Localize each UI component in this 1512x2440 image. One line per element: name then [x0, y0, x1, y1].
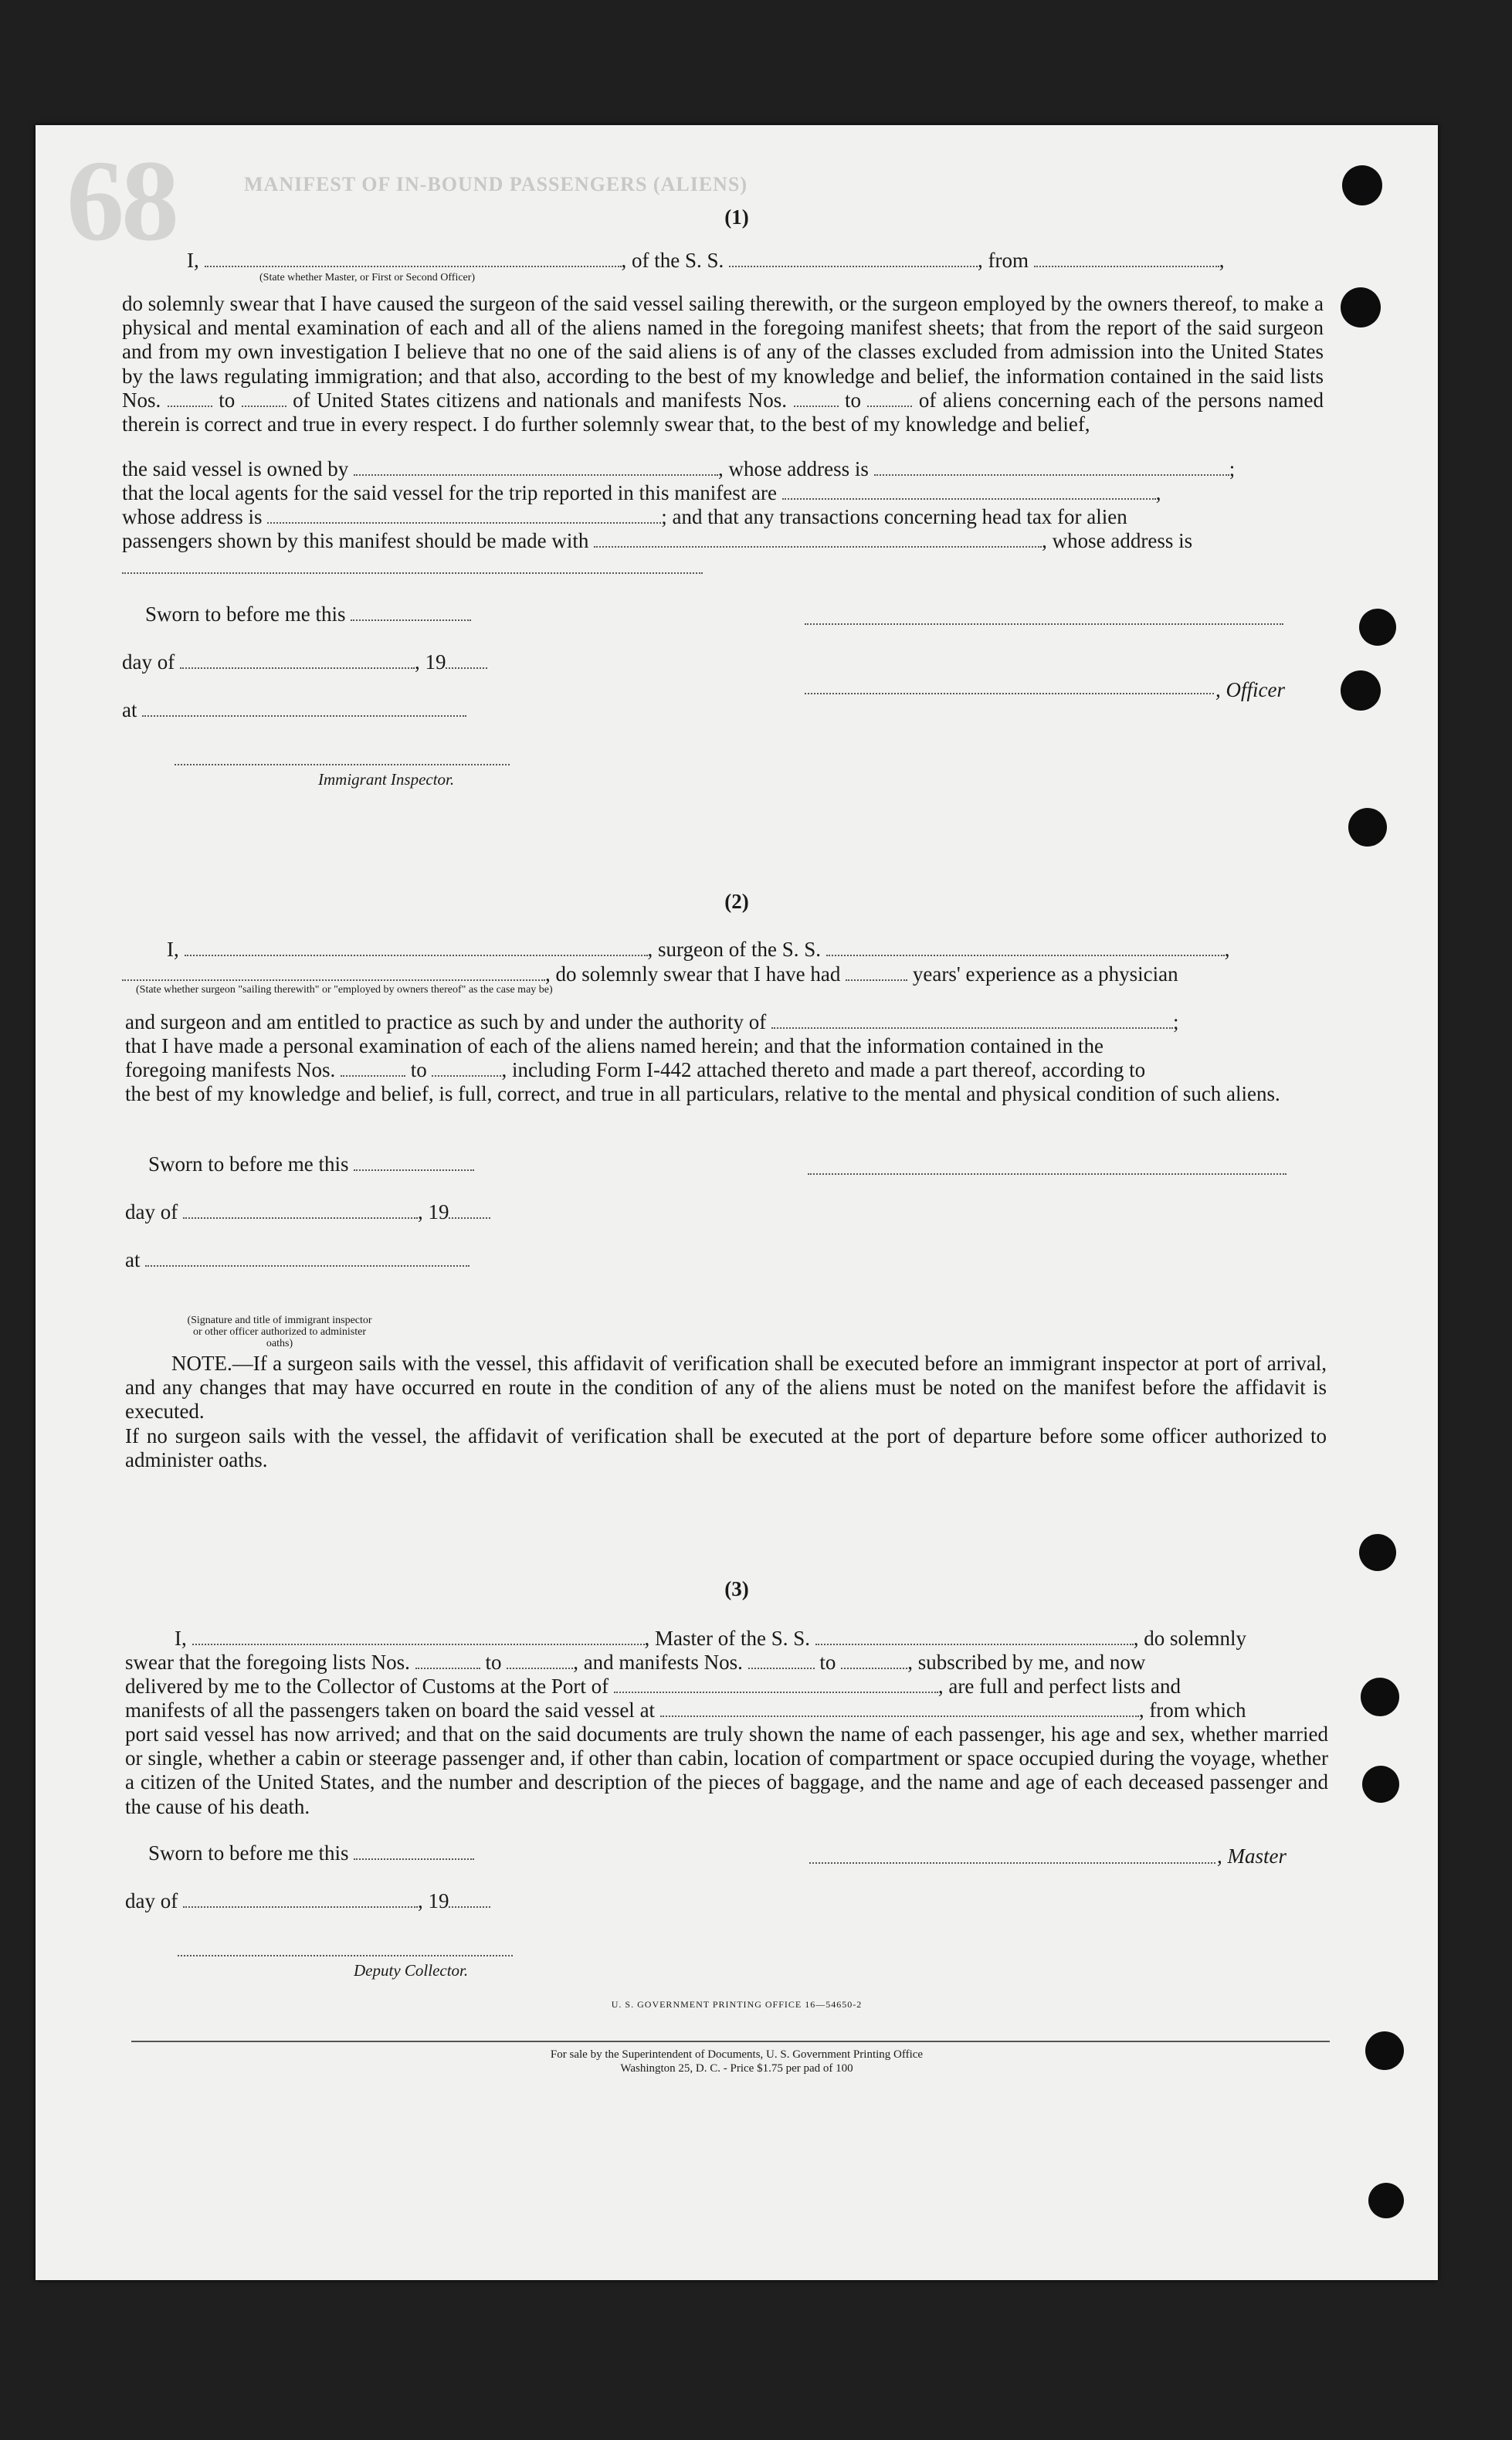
punch-hole-3 [1359, 609, 1396, 646]
s3-vessel-field[interactable] [815, 1643, 1134, 1645]
s2-at: at [125, 1248, 141, 1271]
footer-line-1: For sale by the Superintendent of Documents, U. S. Government Printing Office [550, 2048, 924, 2061]
s1-year-field[interactable] [446, 667, 487, 669]
s1-i: I, [187, 249, 199, 272]
s3-to-2: to [819, 1651, 836, 1674]
s1-signature-line[interactable] [805, 623, 1283, 625]
section-2-number: (2) [724, 890, 749, 913]
punch-hole-2 [1341, 287, 1381, 327]
s2-to: to [410, 1058, 427, 1081]
s1-address-line [122, 505, 1127, 528]
punch-hole-6 [1359, 1534, 1396, 1571]
s2-day-line [125, 1200, 490, 1223]
s3-to: to [485, 1651, 502, 1674]
head-tax-contact-field[interactable] [594, 545, 1042, 548]
s3-declaration-text: port said vessel has now arrived; and that on the said documents are truly shown the name of each passenger, his age and sex, whether married or single, whether a cabin or steerage passenger and, if other than cabin, location of compartment or space occupied during the voyage, whether a citizen of the United States, and the number and description of the pieces of baggage, and the name and age of each deceased passenger and the cause of his death. [125, 1722, 1328, 1818]
surgeon-name-field[interactable] [185, 954, 648, 956]
s2-belief-text: the best of my knowledge and belief, is full, correct, and true in all particulars, relative to the mental and physical condition of such aliens. [125, 1082, 1280, 1105]
s1-oath-body: do solemnly swear that I have caused the surgeon of the said vessel sailing therewith, or the surgeon employed by the owners thereof, to make a physical and mental examination of each and all of the aliens named in the foregoing manifest sheets; that from the report of the said surgeon and from my own investigation I believe that no one of the said aliens is of any of the classes excluded from admission into the United States by the laws regulating immigration; and that also, according to the best of my knowledge and belief, the information contained in the said lists Nos. [122, 292, 1324, 412]
s3-month-field[interactable] [183, 1906, 418, 1908]
s1-agents-text: that the local agents for the said vessel for the trip reported in this manifest are [122, 481, 777, 504]
s1-at-line [122, 698, 466, 721]
s1-from: , from [978, 249, 1029, 272]
s1-year-prefix: , 19 [414, 650, 446, 674]
s1-month-field[interactable] [180, 667, 415, 669]
local-agents-field[interactable] [782, 497, 1156, 500]
s2-year-prefix: , 19 [417, 1200, 449, 1223]
aliens-manifests-to-field[interactable] [867, 405, 912, 407]
s1-rank-caption: (State whether Master, or First or Second Officer) [259, 272, 476, 283]
s2-examination-text [125, 1034, 1325, 1058]
s3-manifests-text: , and manifests Nos. [573, 1651, 743, 1674]
surgeon-status-field[interactable] [122, 979, 545, 981]
s2-manifests-text: foregoing manifests Nos. [125, 1058, 336, 1081]
s1-oath-text [122, 292, 1324, 436]
s2-status-caption: (State whether surgeon "sailing therewith" or "employed by owners thereof" as the case may be) [136, 984, 553, 996]
s1-to: to [219, 388, 236, 412]
s3-collector-text: delivered by me to the Collector of Customs at the Port of [125, 1675, 609, 1698]
note-text: NOTE.—If a surgeon sails with the vessel, this affidavit of verification shall be executed before an immigrant inspector at port of arrival, and any changes that may have occurred en route in the condition of any of the aliens must be noted on the manifest before the affidavit is executed. [125, 1352, 1327, 1424]
s1-at: at [122, 698, 137, 721]
s2-exam-body: that I have made a personal examination of each of the aliens named herein; and that the information contained in the [125, 1034, 1104, 1057]
punch-hole-4 [1341, 670, 1381, 711]
s2-swear-text: , do solemnly swear that I have had [545, 962, 841, 986]
from-port-field[interactable] [1034, 265, 1219, 267]
s3-master-label: , Master [1217, 1844, 1287, 1868]
head-tax-address-field[interactable] [122, 572, 703, 574]
bleed-through-header: MANIFEST OF IN-BOUND PASSENGERS (ALIENS) [244, 173, 748, 195]
s3-sworn-text: Sworn to before me this [148, 1841, 349, 1865]
aliens-manifests-from-field[interactable] [794, 405, 839, 407]
s3-solemnly: , do solemnly [1133, 1627, 1246, 1650]
s1-of-ss: , of the S. S. [621, 249, 724, 272]
collector-label: Deputy Collector. [354, 1961, 469, 1980]
s2-authority-text: and surgeon and am entitled to practice as such by and under the authority of [125, 1010, 767, 1033]
s3-manifests-from-field[interactable] [748, 1667, 815, 1669]
s1-agents-line [122, 481, 1161, 504]
s1-citizens-text: of United States citizens and nationals and manifests Nos. [293, 388, 788, 412]
s2-at-line [125, 1248, 470, 1271]
s1-whose-address-3: , whose address is [1042, 529, 1193, 552]
printer-imprint: U. S. GOVERNMENT PRINTING OFFICE 16—54650-2 [611, 1999, 863, 2010]
s3-manifests-to-field[interactable] [841, 1667, 907, 1669]
s1-whose-address: , whose address is [717, 457, 869, 480]
s2-line1 [167, 938, 1230, 961]
inspector-signature-field[interactable] [175, 763, 510, 765]
s3-i: I, [175, 1627, 187, 1650]
section-3-number: (3) [724, 1577, 749, 1600]
s3-from-which: , from which [1138, 1698, 1246, 1722]
master-name-field[interactable] [192, 1643, 645, 1645]
s1-sworn-text: Sworn to before me this [145, 602, 346, 626]
s2-i: I, [167, 938, 179, 961]
s2-sworn-text: Sworn to before me this [148, 1152, 349, 1176]
master-signature-field[interactable] [809, 1861, 1215, 1864]
footer-rule [131, 2041, 1330, 2042]
s1-semicolon: ; [1229, 457, 1236, 480]
s2-surgeon-of: , surgeon of the S. S. [647, 938, 822, 961]
s3-perfect-text: , are full and perfect lists and [937, 1675, 1181, 1698]
s1-line1 [187, 249, 1225, 272]
s2-manifests-from-field[interactable] [341, 1074, 405, 1077]
punch-hole-5 [1348, 808, 1387, 847]
s1-whose-address-2: whose address is [122, 505, 263, 528]
s3-master-of: , Master of the S. S. [644, 1627, 810, 1650]
s2-place-field[interactable] [145, 1264, 470, 1267]
officer-name-field[interactable] [205, 265, 622, 267]
s2-manifests-line [125, 1058, 1145, 1081]
s2-authority-line [125, 1010, 1179, 1033]
s2-signature-line[interactable] [808, 1172, 1287, 1175]
s2-comma: , [1224, 938, 1230, 961]
s3-day-of: day of [125, 1889, 178, 1912]
s3-sworn-date-field[interactable] [354, 1858, 474, 1860]
practice-authority-field[interactable] [771, 1027, 1173, 1029]
s2-sworn-date-field[interactable] [354, 1169, 474, 1171]
agents-address-field[interactable] [267, 521, 661, 524]
page-number-stamp: 68 [66, 137, 176, 265]
form-page [36, 125, 1438, 2280]
punch-hole-8 [1362, 1766, 1399, 1803]
s1-comma: , [1155, 481, 1161, 504]
s2-year-field[interactable] [449, 1217, 490, 1219]
s2-month-field[interactable] [183, 1217, 418, 1219]
s1-correct-text: of aliens concerning each of the persons named therein is correct and true in every respect. I do further solemnly swear that, to the best of my knowledge and belief, [122, 388, 1324, 436]
s1-to-2: to [844, 388, 861, 412]
s1-passengers-line [122, 529, 1192, 552]
years-experience-field[interactable] [846, 979, 907, 981]
s1-officer-signature-field[interactable] [805, 692, 1214, 694]
s1-owned-line [122, 457, 1235, 480]
s3-manifests-passengers-text: manifests of all the passengers taken on board the said vessel at [125, 1698, 656, 1722]
s1-place-field[interactable] [142, 714, 466, 717]
s1-line-end: , [1219, 249, 1225, 272]
s3-line4 [125, 1698, 1246, 1722]
note-text-2: If no surgeon sails with the vessel, the affidavit of verification shall be executed at the port of departure before some officer authorized to administer oaths. [125, 1424, 1327, 1472]
s1-passengers-text: passengers shown by this manifest should be made with [122, 529, 589, 552]
s3-line1 [175, 1627, 1246, 1650]
port-field[interactable] [614, 1691, 938, 1693]
s2-line2 [122, 962, 1178, 986]
embarkation-port-field[interactable] [660, 1715, 1139, 1717]
s3-lists-text: swear that the foregoing lists Nos. [125, 1651, 410, 1674]
s1-sworn-date-field[interactable] [351, 619, 471, 621]
s1-day-of: day of [122, 650, 175, 674]
s2-signature-caption: (Signature and title of immigrant inspector or other officer authorized to administer oaths) [187, 1315, 372, 1349]
s3-line2 [125, 1651, 1145, 1674]
citizens-lists-from-field[interactable] [168, 405, 212, 407]
s1-head-tax: ; and that any transactions concerning head tax for alien [661, 505, 1127, 528]
owner-address-field[interactable] [874, 473, 1229, 476]
s3-subscribed-text: , subscribed by me, and now [907, 1651, 1146, 1674]
s3-lists-from-field[interactable] [415, 1667, 480, 1669]
s2-sworn-line [148, 1152, 474, 1176]
s3-sworn-line [148, 1841, 474, 1865]
punch-hole-10 [1368, 2183, 1404, 2218]
punch-hole-7 [1361, 1678, 1399, 1716]
owner-name-field[interactable] [354, 473, 718, 476]
s2-including-text: , including Form I-442 attached thereto and made a part thereof, according to [501, 1058, 1146, 1081]
s2-vessel-field[interactable] [826, 954, 1225, 956]
s3-line3 [125, 1675, 1181, 1698]
s2-years-text: years' experience as a physician [912, 962, 1178, 986]
s3-year-field[interactable] [449, 1906, 490, 1908]
s1-day-line [122, 650, 487, 674]
s1-officer-label: , Officer [1215, 678, 1285, 701]
section-1-number: (1) [724, 205, 749, 229]
s3-year-prefix: , 19 [417, 1889, 449, 1912]
s3-lists-to-field[interactable] [507, 1667, 573, 1669]
s2-manifests-to-field[interactable] [432, 1074, 501, 1077]
punch-hole-1 [1342, 165, 1382, 205]
inspector-label: Immigrant Inspector. [318, 770, 455, 789]
collector-signature-field[interactable] [178, 1954, 513, 1956]
s1-sworn-line [145, 602, 471, 626]
citizens-lists-to-field[interactable] [242, 405, 286, 407]
vessel-name-field[interactable] [729, 265, 978, 267]
s2-semicolon: ; [1173, 1010, 1179, 1033]
s1-owned-by: the said vessel is owned by [122, 457, 349, 480]
footer-line-2: Washington 25, D. C. - Price $1.75 per pad of 100 [620, 2062, 853, 2075]
s3-day-line [125, 1889, 490, 1912]
s2-day-of: day of [125, 1200, 178, 1223]
